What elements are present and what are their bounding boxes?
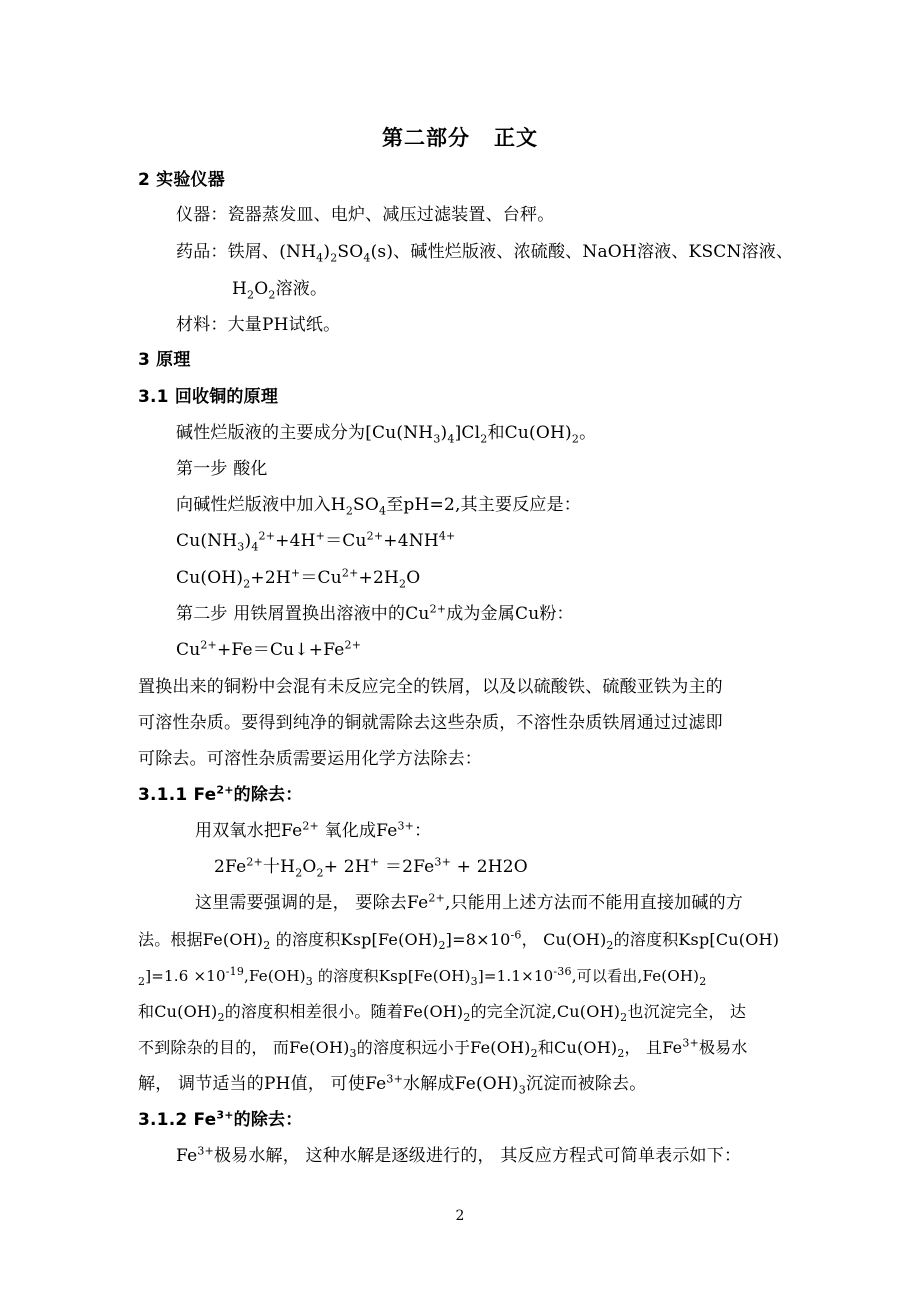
paragraph-line: 和$Cu(OH)_2$的溶度积相差很小。随着$Fe(OH)_2$的完全沉淀$,Cu(OH)_2$也沉淀完全， 达 (138, 1002, 747, 1025)
composition-line: 碱性烂版液的主要成分为$[Cu(NH_3)_4]Cl_2$和$Cu(OH)_2$。 (176, 423, 597, 446)
step1-line: 第一步 酸化 (176, 459, 268, 479)
materials-line: 材料：大量PH试纸。 (176, 315, 341, 335)
reagents-line: 药品：铁屑、$(NH_4)_2SO_4(s)$、碱性烂版液、浓硫酸、NaOH溶液、KSCN溶液、 (176, 242, 794, 265)
title-part: 第二部分 (382, 126, 470, 150)
section-heading-3-1-1: 3.1.1 $Fe^{2+}$的除去： (138, 783, 303, 805)
step2-line: 第二步 用铁屑置换出溶液中的$Cu^{2+}$成为金属Cu粉： (176, 602, 574, 624)
oxidation-line: 用双氧水把$Fe^{2+}$ 氧化成$Fe^{3+}$： (195, 819, 432, 841)
paragraph-line: $Fe^{3+}$极易水解， 这种水解是逐级进行的， 其反应方程式可简单表示如下： (176, 1144, 742, 1166)
section-heading-3-1: 3.1 回收铜的原理 (138, 387, 279, 407)
paragraph-line: 法。根据$Fe(OH)_2$ 的溶度积$Ksp[Fe(OH)_2]=8\times 10^{-6}$， $Cu(OH)_2$的溶度积Ksp[Cu(OH) (138, 928, 780, 953)
paragraph-line: 这里需要强调的是， 要除去$Fe^{2+}$,只能用上述方法而不能用直接加碱的方 (195, 891, 743, 913)
section-heading-3-1-2: 3.1.2 $Fe^{3+}$的除去： (138, 1108, 303, 1130)
paragraph-line: 可除去。可溶性杂质需要运用化学方法除去： (138, 749, 482, 769)
acidify-line: 向碱性烂版液中加入$H_2SO_4$至pH=2,其主要反应是： (176, 495, 581, 518)
reagents-line-2: $H_2O_2$溶液。 (232, 279, 328, 302)
section-heading-3: 3 原理 (138, 350, 191, 370)
paragraph-line: 置换出来的铜粉中会混有未反应完全的铁屑，以及以硫酸铁、硫酸亚铁为主的 (138, 677, 723, 697)
title-text: 正文 (494, 126, 538, 150)
equation-2: $Cu(OH)_2+2H^+=Cu^{2+}+2H_2O$ (176, 566, 421, 591)
equation-1: $Cu(NH_3)_4^{2+}+4H^+=Cu^{2+}+4NH^{4+}$ (176, 529, 456, 554)
paragraph-line: 可溶性杂质。要得到纯净的铜就需除去这些杂质，不溶性杂质铁屑通过过滤即 (138, 713, 723, 733)
paragraph-line: 不到除杂的目的， 而$Fe(OH)_3$的溶度积远小于$Fe(OH)_2$和$Cu(OH)_2$， 且$Fe^{3+}$极易水 (138, 1036, 748, 1061)
equation-4: $2Fe^{2+}$十$H_2O_2+ 2H^+ =2Fe^{3+} + 2H2O$ (214, 855, 528, 880)
page-title (0, 122, 920, 152)
paragraph-line: $_2]=1.6 \times 10^{-19},Fe(OH)_3$ 的溶度积$Ksp[Fe(OH)_3]=1.1\times 10^{-36}$,可以看出$,Fe(OH)_2$ (138, 965, 707, 988)
page-number: 2 (455, 1208, 465, 1224)
instruments-line: 仪器：瓷器蒸发皿、电炉、减压过滤装置、台秤。 (176, 205, 555, 225)
section-heading-2: 2 实验仪器 (138, 170, 225, 190)
paragraph-line: 解， 调节适当的PH值， 可使$Fe^{3+}$水解成$Fe(OH)_3$沉淀而被除去。 (138, 1072, 647, 1097)
equation-3: $Cu^{2+}+Fe=Cu↓+Fe^{2+}$ (176, 638, 362, 660)
